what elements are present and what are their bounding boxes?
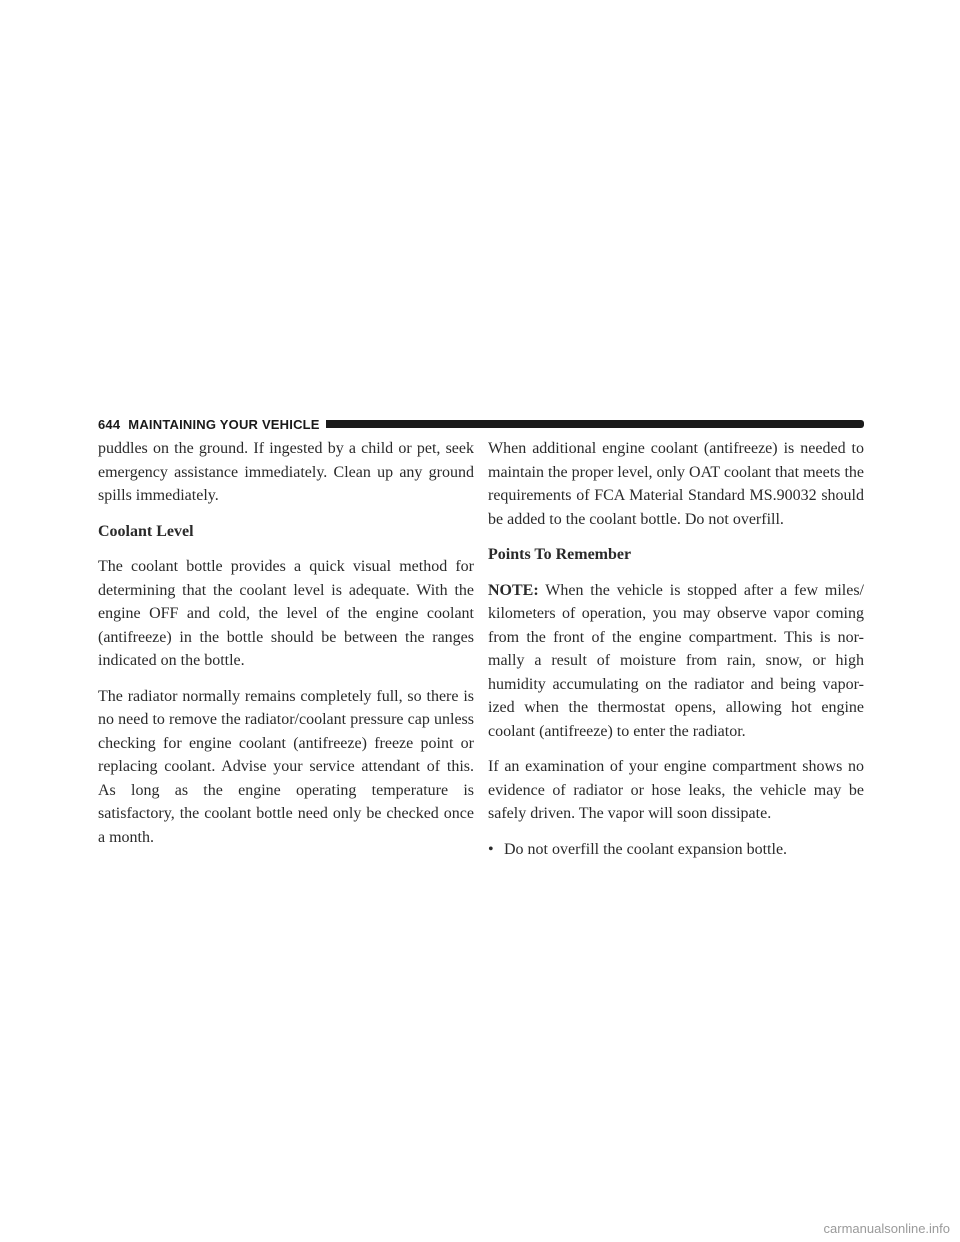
section-title: MAINTAINING YOUR VEHICLE [128, 416, 320, 432]
left-column [98, 437, 474, 861]
right-column [488, 437, 864, 861]
paragraph-examination: If an examination of your engine compartment shows no evidence of radiator or hose leaks, the vehicle may be safely driven. The vapor will soon dissipate. [488, 758, 864, 822]
note-paragraph [488, 579, 864, 744]
note-label: NOTE: [488, 581, 539, 599]
page-header [98, 416, 864, 432]
paragraph-coolant-bottle: The coolant bottle provides a quick visual method for determining that the coolant level is adequate. With the engine OFF and cold, the level of the engine coolant (antifreeze) in the bottle should be between the ranges indicated on the bottle. [98, 558, 474, 669]
bullet-item-overfill [488, 838, 864, 862]
note-text: When the vehicle is stopped after a few miles/ kilometers of operation, you may observe vapor coming from the front of the engine compartment. This is nor-mally a result of moisture from rain, snow, or high humidity accumulating on the radiator and being vapor-ized when the thermostat opens, allowing hot engine coolant (antifreeze) to enter the radiator. [488, 581, 864, 740]
bullet-dot-icon: • [488, 840, 494, 858]
bullet-text: Do not overfill the coolant expansion bottle. [504, 840, 788, 858]
header-rule [326, 420, 864, 428]
watermark: carmanualsonline.info [823, 1221, 950, 1236]
paragraph-ground-spills: puddles on the ground. If ingested by a child or pet, seek emergency assistance immediately. Clean up any ground spills immediately. [98, 440, 474, 504]
heading-coolant-level: Coolant Level [98, 522, 194, 540]
paragraph-additional-coolant: When additional engine coolant (antifreeze) is needed to maintain the proper level, only OAT coolant that meets the requirements of FCA Material Standard MS.90032 should be added to the coolant bottle. Do not overfill. [488, 440, 864, 528]
heading-points-to-remember: Points To Remember [488, 546, 632, 563]
page-number: 644 [98, 416, 121, 432]
paragraph-radiator-full: The radiator normally remains completely full, so there is no need to remove the radiator/coolant pressure cap unless checking for engine coolant (antifreeze) freeze point or replacing coolant. Advise your service attendant of this. As long as the engine operating temperature is satisfactory, the coolant bottle need only be checked once a month. [98, 687, 474, 846]
